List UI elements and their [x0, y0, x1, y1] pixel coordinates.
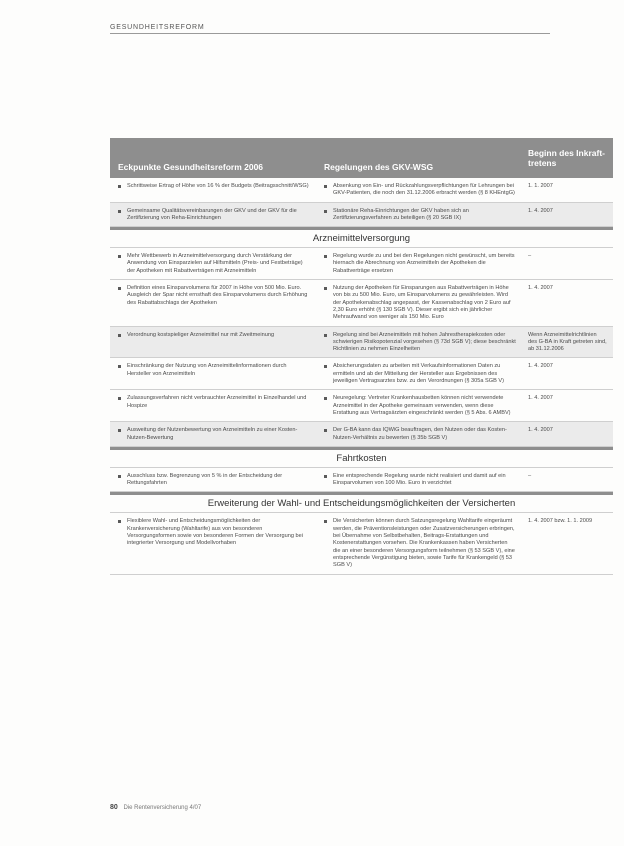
date-cell: –: [528, 472, 532, 479]
table-body: [110, 178, 613, 575]
table-row: [110, 390, 613, 422]
col2-cell: Regelung sind bei Arzneimitteln mit hohen Jahrestherapiekosten oder schwierigen Risikopotenzial vorgesehen (§ 73d SGB V); diese beschränkt Richtlinien zu nehmen Einzelheiten: [324, 332, 516, 354]
header-col3: Beginn des Inkraft-tretens: [528, 148, 605, 168]
date-cell: 1. 4. 2007: [528, 207, 553, 214]
date-cell: 1. 4. 2007: [528, 285, 553, 292]
table-header: [110, 138, 613, 178]
table-row: [110, 422, 613, 447]
col2-cell: Nutzung der Apotheken für Einsparungen aus Rabattverträgen in Höhe von bis zu 500 Mio. Euro, um Einsparvolumens zu gewährleisten. Wird der Apothekenabschlag angepasst, der Kassenabschlag von 2 Euro auf 2,30 Euro erhöht (§ 130 SGB V). Dieser ergibt sich ein jährlicher Mehraufwand von weniger als 150 Mio. Euro: [324, 285, 516, 321]
table-row: [110, 248, 613, 280]
col2-cell: Der G-BA kann das IQWiG beauftragen, den Nutzen oder das Kosten-Nutzen-Verhältnis zu bewerten (§ 35b SGB V): [324, 427, 516, 442]
col2-cell: Regelung wurde zu und bei den Regelungen nicht gewünscht, um bereits hiernach die Abrechnung von Arzneimitteln der Apotheken die Rabattverträge ersetzen: [324, 253, 516, 275]
table-row: [110, 513, 613, 574]
journal-name: Die Rentenversicherung 4/07: [123, 805, 202, 811]
date-cell: Wenn Arzneimittelrichtlinien des G-BA in Kraft getreten sind, ab 31.12.2006: [528, 331, 607, 353]
header-col1: Eckpunkte Gesundheitsreform 2006: [118, 162, 264, 172]
col1-cell: Flexiblere Wahl- und Entscheidungsmöglichkeiten der Krankenversicherung (Wahltarife) aus von besonderen Versorgungsformen sowie von besonderen Formen der Versorgung bei integrierter Versorgung und Modellvorhaben: [118, 518, 310, 547]
section-title: Arzneimittelversorgung: [110, 227, 613, 248]
date-cell: –: [528, 253, 532, 260]
date-cell: 1. 4. 2007: [528, 427, 553, 434]
col2-cell: Eine entsprechende Regelung wurde nicht realisiert und damit auf ein Einsparvolumen von 100 Mio. Euro in verzichtet: [324, 473, 516, 488]
header-col2: Regelungen des GKV-WSG: [324, 162, 434, 172]
date-cell: 1. 4. 2007: [528, 395, 553, 402]
col1-cell: Gemeinsame Qualitätsvereinbarungen der GKV und der GKV für die Zertifizierung von Reha-Einrichtungen: [118, 208, 310, 223]
table-row: [110, 280, 613, 326]
running-head: GESUNDHEITSREFORM: [110, 24, 550, 34]
table-row: [110, 358, 613, 390]
col2-cell: Neuregelung: Vertreter Krankenhausbetten können nicht verwendete Arzneimittel in der Apotheke gemeinsam verwenden, wenn diese Erstattung aus Vertragsärzten eingeschränkt werden (§ 5 Abs. 6 AMBV): [324, 395, 516, 417]
col2-cell: Absicherungsdaten zu arbeiten mit Verkaufsinformationen Daten zu ermitteln und ab der Mitteilung der Hersteller aus Ergebnissen des jeweiligen Vertragsarztes bzw. zu den Verordnungen (§ 305a SGB V): [324, 363, 516, 385]
table-row: [110, 178, 613, 203]
col1-cell: Schrittweise Ertrag of Höhe von 16 % der Budgets (Beitragsschnitt/WSG): [118, 183, 310, 190]
col1-cell: Mehr Wettbewerb in Arzneimittelversorgung durch Verstärkung der Anwendung von Einsparzielen auf Hilfsmitteln (Preis- und Festbeträge) der Apotheken mit Rabattverträgen mit Arzneimitteln: [118, 253, 310, 275]
date-cell: 1. 1. 2007: [528, 183, 553, 189]
date-cell: 1. 4. 2007: [528, 363, 553, 370]
page-number: 80: [110, 804, 118, 811]
col1-cell: Definition eines Einsparvolumens für 2007 in Höhe von 500 Mio. Euro. Ausgleich der Spar nicht ernsthaft des Einsparvolumens durch Erhöhung des Rabattabschlags der Apotheken: [118, 285, 310, 307]
col1-cell: Zulassungsverfahren nicht verbrauchter Arzneimittel in Einzelhandel und Hospize: [118, 395, 310, 410]
table-row: [110, 327, 613, 359]
section-title: Fahrtkosten: [110, 447, 613, 468]
col2-cell: Stationäre Reha-Einrichtungen der GKV haben sich an Zertifizierungsverfahren zu beteiligen (§ 20 SGB IX): [324, 208, 516, 223]
col1-cell: Ausschluss bzw. Begrenzung von 5 % in der Entscheidung der Rettungsfahrten: [118, 473, 310, 488]
table-row: [110, 468, 613, 493]
section-title: Erweiterung der Wahl- und Entscheidungsmöglichkeiten der Versicherten: [110, 492, 613, 513]
col1-cell: Verordnung kostspieliger Arzneimittel nur mit Zweitmeinung: [118, 332, 310, 339]
page-footer: [110, 804, 201, 811]
date-cell: 1. 4. 2007 bzw. 1. 1. 2009: [528, 518, 593, 525]
col1-cell: Einschränkung der Nutzung von Arzneimittelinformationen durch Hersteller von Arzneimitteln: [118, 363, 310, 378]
col2-cell: Die Versicherten können durch Satzungsregelung Wahltarife eingeräumt werden, die Präventionsleistungen oder Zusatzversicherungen erbringen, bei Übernahme von Selbstbehalten, Beitrags-Erstattungen und Kostenerstattungen vorsehen. Die Krankenkassen haben Versicherten die an einer besonderen Versorgungsform teilnehmen (§ 53 SGB V), eine entsprechende Vergünstigung bieten, sowie Tarife für Krankengeld (§ 53 SGB V): [324, 518, 516, 569]
col2-cell: Absenkung von Ein- und Rückzahlungsverpflichtungen für Lehrungen bei GKV-Patienten, die noch den 31.12.2006 erbracht werden (§ 8 KHEntgG): [324, 183, 516, 198]
col1-cell: Ausweitung der Nutzenbewertung von Arzneimitteln zu einer Kosten-Nutzen-Bewertung: [118, 427, 310, 442]
table-row: [110, 203, 613, 228]
reform-table: [110, 138, 613, 575]
